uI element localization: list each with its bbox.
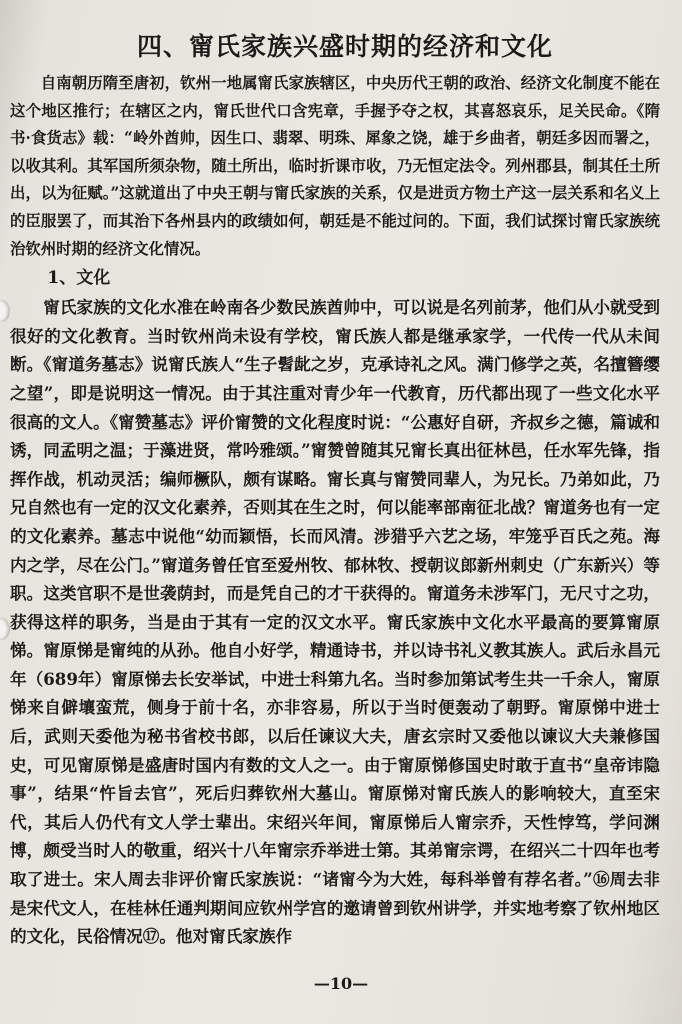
page-number: —10— [313, 974, 369, 993]
intro-paragraph: 自南朝历隋至唐初，钦州一地属甯氏家族辖区，中央历代王朝的政治、经济文化制度不能在这个地区推行；在辖区之内，甯氏世代口含宪章，手握予夺之权，其喜怒哀乐，足关民命。《隋书·食货志》载：“岭外酋帅，因生口、翡翠、明珠、犀象之饶，雄于乡曲者，朝廷多因而署之，以收其利。其军国所须杂物，随土所出，临时折课市收，乃无恒定法令。列州郡县，制其任土所出，以为征赋。”这就道出了中央王朝与甯氏家族的关系，仅是进贡方物土产这一层关系和名义上的臣服罢了，而其治下各州县内的政绩如何，朝廷是不能过问的。下面，我们试探讨甯氏家族统治钦州时期的经济文化情况。 [10, 74, 660, 258]
punch-hole [0, 300, 10, 322]
section-heading: 1、文化 [47, 268, 111, 289]
punch-hole [0, 618, 10, 640]
chapter-title: 四、甯氏家族兴盛时期的经济和文化 [136, 32, 553, 61]
culture-paragraph: 甯氏家族的文化水准在岭南各少数民族酋帅中，可以说是名列前茅，他们从小就受到很好的文化教育。当时钦州尚未设有学校，甯氏族人都是继承家学，一代传一代从未间断。《甯道务墓志》说甯氏族人“生子髫龀之岁，克承诗礼之风。满门修学之英，名擅簪缨之望”，即是说明这一情况。由于其注重对青少年一代教育，历代都出现了一些文化水平很高的文人。《甯赞墓志》评价甯赞的文化程度时说：“公惠好自研，齐叔乡之德，篇诚和诱，同孟明之温；于藻进贤，常吟雅颂。”甯赞曾随其兄甯长真出征林邑，任水军先锋，指挥作战，机动灵活；编师橛队，颇有谋略。甯长真与甯赞同辈人，为兄长。乃弟如此，乃兄自然也有一定的汉文化素养，否则其在生之时，何以能率部南征北战？甯道务也有一定的文化素养。墓志中说他“幼而颖悟，长而风清。涉猎乎六艺之场，牢笼乎百氏之苑。海内之学，尽在公门。”甯道务曾任官至爱州牧、郁林牧、授朝议郎新州刺史（广东新兴）等职。这类官职不是世袭荫封，而是凭自己的才干获得的。甯道务未涉军门，无尺寸之功，获得这样的职务，当是由于其有一定的汉文水平。甯氏家族中文化水平最高的要算甯原悌。甯原悌是甯纯的从孙。他自小好学，精通诗书，并以诗书礼义教其族人。武后永昌元年（689年）甯原悌去长安举试，中进士科第九名。当时参加第试考生共一千余人，甯原悌来自僻壤蛮荒，侧身于前十名，亦非容易，所以于当时便轰动了朝野。甯原悌中进士后，武则天委他为秘书省校书郎，以后任谏议大夫，唐玄宗时又委他以谏议大夫兼修国史，可见甯原悌是盛唐时国内有数的文人之一。由于甯原悌修国史时敢于直书“皇帝讳隐事”，结果“忤旨去官”，死后归葬钦州大墓山。甯原悌对甯氏族人的影响较大，直至宋代，其后人仍代有文人学士辈出。宋绍兴年间，甯原悌后人甯宗乔，天性悖笃，学问渊博，颇受当时人的敬重，绍兴十八年甯宗乔举进士第。其弟甯宗谔，在绍兴二十四年也考取了进士。宋人周去非评价甯氏家族说：“诸甯今为大姓，每科举曾有荐名者。”⑯周去非是宋代文人，在桂林任通判期间应钦州学宫的邀请曾到钦州讲学，并实地考察了钦州地区的文化，民俗情况⑰。他对甯氏家族作 [10, 297, 660, 947]
